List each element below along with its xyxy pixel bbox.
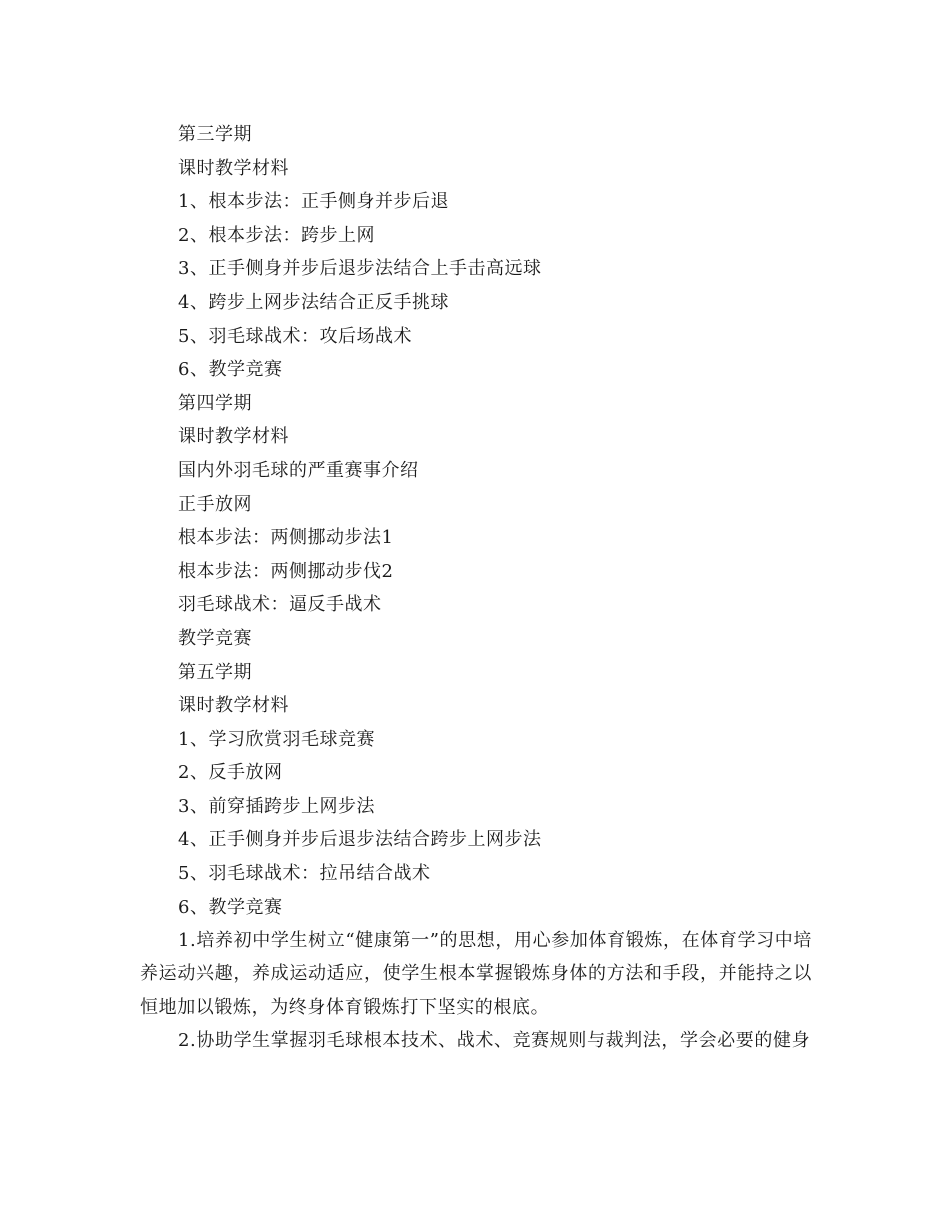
semester-heading: 第五学期 [178, 661, 252, 683]
list-item: 2、根本步法：跨步上网 [178, 224, 375, 246]
list-item: 教学竞赛 [178, 627, 252, 649]
curriculum-list [178, 118, 818, 924]
list-item: 6、教学竞赛 [178, 896, 283, 918]
list-item: 3、前穿插跨步上网步法 [178, 795, 375, 817]
list-item: 羽毛球战术：逼反手战术 [178, 594, 382, 616]
list-item: 4、正手侧身并步后退步法结合跨步上网步法 [178, 829, 542, 851]
list-item: 根本步法：两侧挪动步法1 [178, 527, 394, 549]
list-item: 根本步法：两侧挪动步伐2 [178, 560, 394, 582]
semester-heading: 第四学期 [178, 392, 252, 414]
list-item: 6、教学竞赛 [178, 359, 283, 381]
section-label: 课时教学材料 [178, 426, 289, 448]
semester-heading: 第三学期 [178, 124, 252, 145]
list-item: 3、正手侧身并步后退步法结合上手击高远球 [178, 258, 542, 280]
list-item: 5、羽毛球战术：攻后场战术 [178, 325, 412, 347]
goals-section [140, 924, 812, 1058]
section-label: 课时教学材料 [178, 695, 289, 717]
list-item: 1、学习欣赏羽毛球竞赛 [178, 728, 375, 750]
list-item: 4、跨步上网步法结合正反手挑球 [178, 291, 449, 313]
list-item: 国内外羽毛球的严重赛事介绍 [178, 459, 419, 481]
list-item: 2、反手放网 [178, 762, 283, 784]
list-item: 正手放网 [178, 493, 252, 515]
goal-paragraph: 2.协助学生掌握羽毛球根本技术、战术、竞赛规则与裁判法，学会必要的健身 [178, 1030, 811, 1052]
section-label: 课时教学材料 [178, 157, 289, 179]
goal-paragraph: 1.培养初中学生树立“健康第一”的思想，用心参加体育锻炼，在体育学习中培养运动兴趣，养成运动适应，使学生根本掌握锻炼身体的方法和手段，并能持之以恒地加以锻炼，为终身体育锻炼打下坚实的根底。 [140, 930, 812, 1018]
list-item: 5、羽毛球战术：拉吊结合战术 [178, 863, 431, 885]
list-item: 1、根本步法：正手侧身并步后退 [178, 191, 449, 213]
